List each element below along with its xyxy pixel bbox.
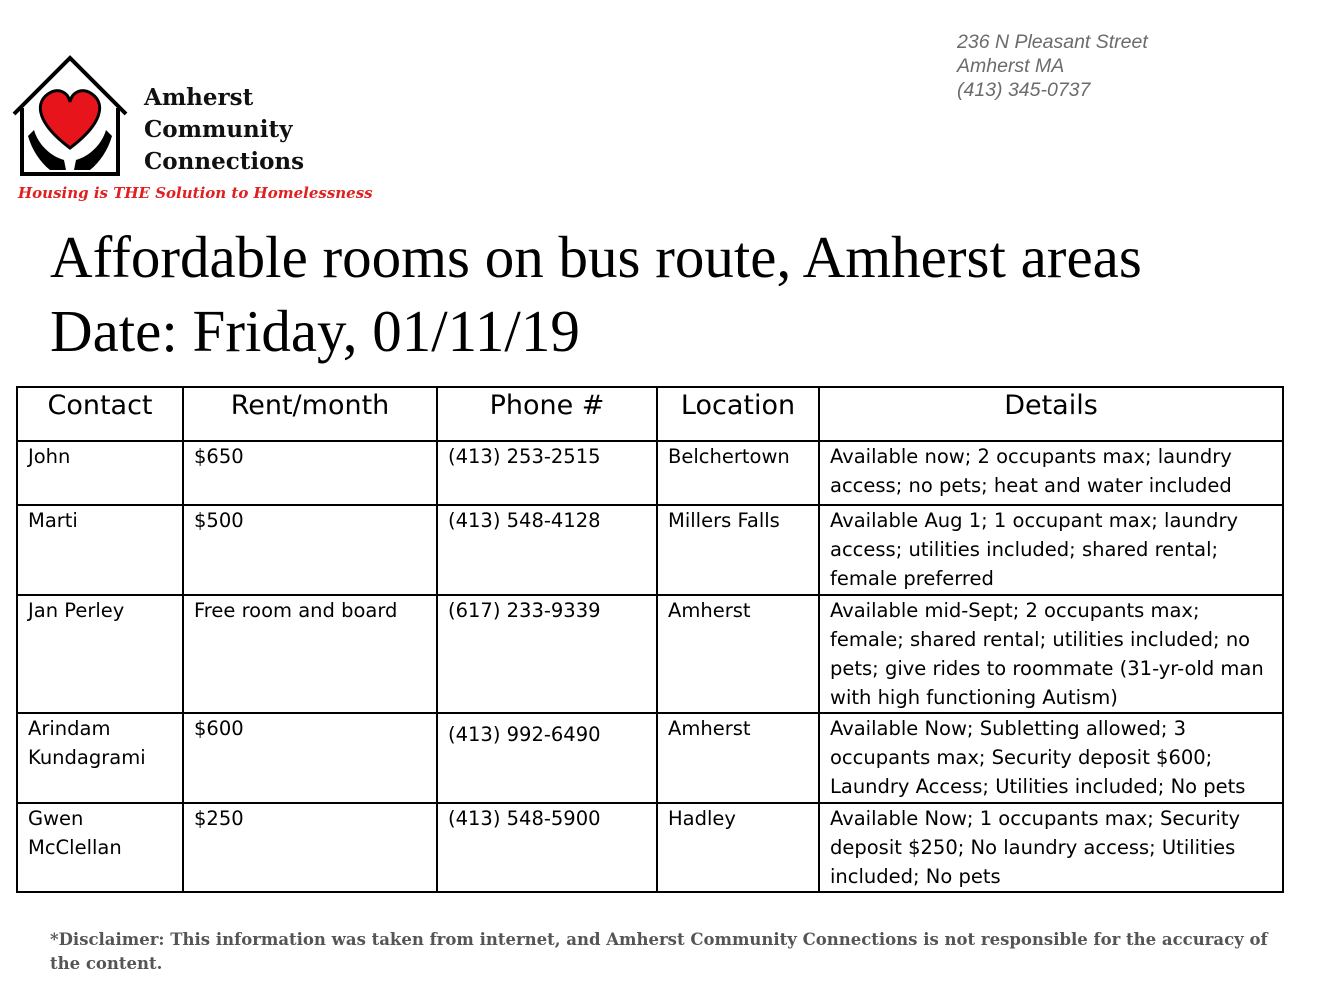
tagline: Housing is THE Solution to Homelessness [18,184,373,202]
cell-phone: (617) 233-9339 [437,595,657,713]
org-name-line1: Amherst [144,84,254,111]
org-logo [6,52,373,210]
cell-location: Amherst [657,713,819,803]
cell-location: Hadley [657,803,819,892]
org-name [144,82,304,178]
header-rent: Rent/month [183,387,437,441]
cell-details: Available now; 2 occupants max; laundry access; no pets; heat and water included [819,441,1283,505]
header-phone: Phone # [437,387,657,441]
header-contact: Contact [17,387,183,441]
cell-location: Millers Falls [657,505,819,595]
org-name-line2: Community [144,116,293,143]
cell-details: Available Aug 1; 1 occupant max; laundry access; utilities included; shared rental; female preferred [819,505,1283,595]
cell-contact: Marti [17,505,183,595]
table-row [17,803,1283,892]
cell-rent: $500 [183,505,437,595]
address-city: Amherst MA [957,55,1065,77]
cell-rent: $650 [183,441,437,505]
cell-contact: Arindam Kundagrami [17,713,183,803]
table-row [17,505,1283,595]
table-header-row [17,387,1283,441]
address-street: 236 N Pleasant Street [957,31,1148,53]
cell-contact: Gwen McClellan [17,803,183,892]
date-line: Date: Friday, 01/11/19 [50,298,580,364]
cell-location: Amherst [657,595,819,713]
cell-phone: (413) 992-6490 [437,713,657,803]
cell-contact: John [17,441,183,505]
page-title [50,220,1142,368]
cell-rent: $250 [183,803,437,892]
header-details: Details [819,387,1283,441]
org-name-line3: Connections [144,148,305,175]
cell-contact: Jan Perley [17,595,183,713]
title-line: Affordable rooms on bus route, Amherst areas [50,224,1142,290]
cell-location: Belchertown [657,441,819,505]
header-location: Location [657,387,819,441]
cell-details: Available Now; Subletting allowed; 3 occupants max; Security deposit $600; Laundry Access; Utilities included; No pets [819,713,1283,803]
disclaimer: *Disclaimer: This information was taken from internet, and Amherst Community Connections is not responsible for the accuracy of the content. [50,930,1268,973]
address-phone: (413) 345-0737 [957,79,1091,101]
cell-phone: (413) 548-4128 [437,505,657,595]
cell-phone: (413) 548-5900 [437,803,657,892]
cell-details: Available Now; 1 occupants max; Security deposit $250; No laundry access; Utilities included; No pets [819,803,1283,892]
cell-rent: Free room and board [183,595,437,713]
cell-rent: $600 [183,713,437,803]
table-row [17,595,1283,713]
address-block [957,30,1148,102]
cell-phone: (413) 253-2515 [437,441,657,505]
table-row [17,441,1283,505]
table-row [17,713,1283,803]
cell-details: Available mid-Sept; 2 occupants max; female; shared rental; utilities included; no pets; give rides to roommate (31-yr-old man with high functioning Autism) [819,595,1283,713]
listings-table [16,386,1284,893]
house-heart-hands-icon [8,52,138,182]
